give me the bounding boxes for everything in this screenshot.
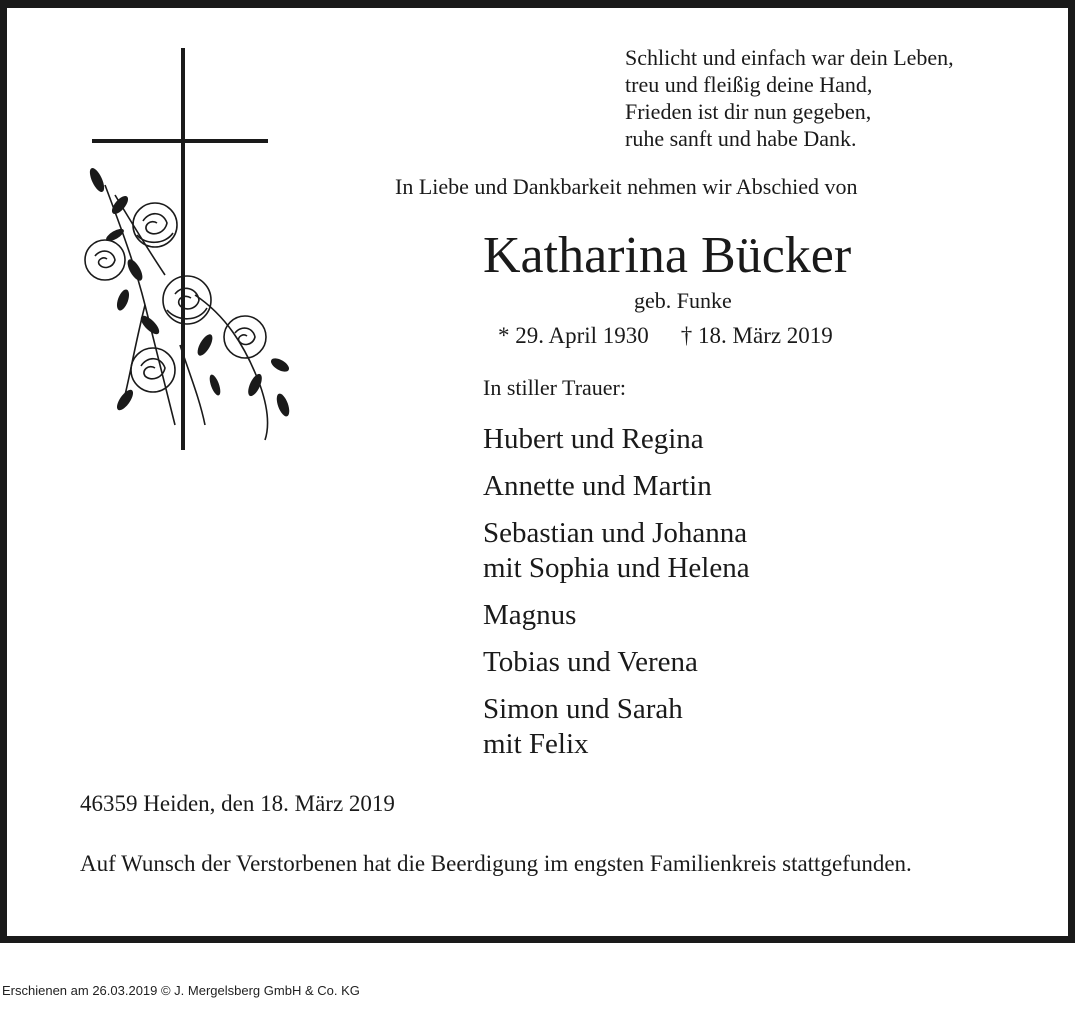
death-date: † 18. März 2019 [680,323,833,348]
family-group [483,469,750,504]
maiden-name: geb. Funke [634,288,732,313]
family-group [483,516,750,586]
family-line: Simon und Sarah [483,693,683,725]
family-group [483,692,750,762]
life-dates [498,323,833,349]
birth-date: * 29. April 1930 [498,323,649,348]
family-line: Hubert und Regina [483,423,704,455]
family-group [483,645,750,680]
family-line: Magnus [483,599,577,631]
verse-line: Schlicht und einfach war dein Leben, [625,45,954,70]
family-line: mit Sophia und Helena [483,552,750,584]
mourning-label: In stiller Trauer: [483,375,626,400]
publication-footer: Erschienen am 26.03.2019 © J. Mergelsberg GmbH & Co. KG [2,983,360,998]
intro-line: In Liebe und Dankbarkeit nehmen wir Abschied von [395,174,858,199]
family-line: mit Felix [483,728,589,760]
family-group [483,422,750,457]
family-line: Tobias und Verena [483,646,698,678]
funeral-note: Auf Wunsch der Verstorbenen hat die Beerdigung im engsten Familienkreis stattgefunden. [80,851,912,876]
verse-line: treu und fleißig deine Hand, [625,72,873,97]
deceased-name: Katharina Bücker [483,227,852,284]
family-line: Sebastian und Johanna [483,517,748,549]
verse [625,44,954,152]
place-date: 46359 Heiden, den 18. März 2019 [80,791,395,816]
verse-line: Frieden ist dir nun gegeben, [625,99,872,124]
family-line: Annette und Martin [483,470,712,502]
family-list [483,422,750,774]
verse-line: ruhe sanft und habe Dank. [625,126,857,151]
cross-with-roses-icon [75,45,295,455]
family-group [483,598,750,633]
